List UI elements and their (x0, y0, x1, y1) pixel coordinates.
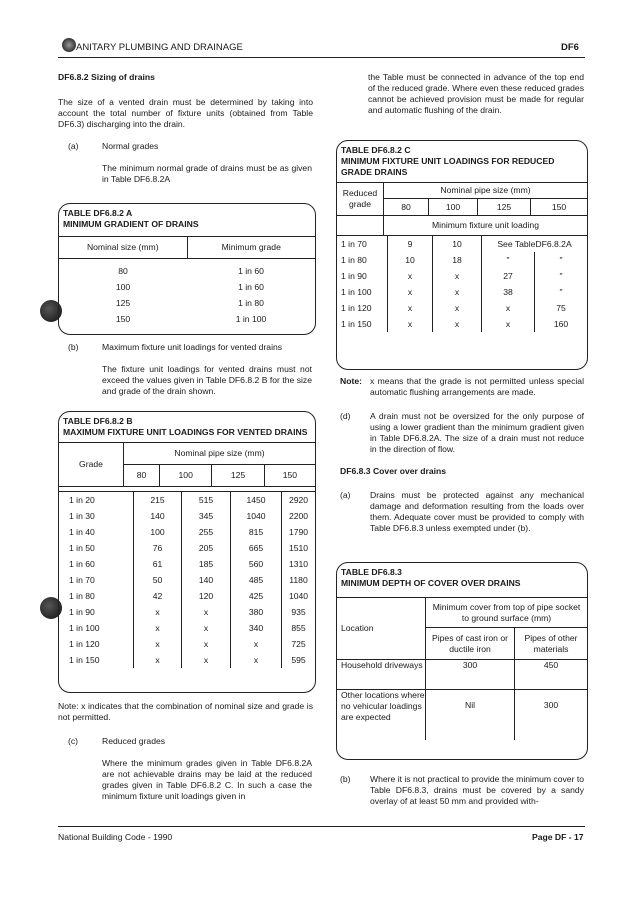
table-row (337, 268, 587, 284)
table-row: 125 1 in 80 (115, 297, 264, 308)
table-row (337, 300, 587, 316)
table-cell: x (433, 268, 482, 284)
table-cell: 725 (282, 636, 316, 652)
table-cell: 120 (182, 588, 231, 604)
table-cell: 1 in 70 (341, 238, 367, 249)
column-header: Minimum fixture unit loading (384, 216, 588, 236)
table-cell: 595 (282, 652, 316, 668)
table-cell: x (482, 300, 535, 316)
table-row (59, 620, 315, 636)
paragraph: Drains must be protected against any mechanical damage and deformation resulting from the loads over them. Adequate cover must be provided to comply with Table DF6.8.3 unless exempted under (b). (370, 490, 584, 533)
table-title: TABLE DF6.8.2 C (341, 145, 411, 155)
footer-rule (58, 826, 585, 827)
table-cell: 1 in 50 (69, 542, 95, 553)
table-cell: 1 in 150 (341, 318, 372, 329)
paragraph: Where it is not practical to provide the minimum cover to Table DF6.8.3, drains must be covered by a sandy overlay of at least 50 mm and provided with- (370, 774, 584, 806)
table-cell: x (182, 604, 231, 620)
table-cell: x (134, 604, 182, 620)
table-row (59, 508, 315, 524)
table-title: TABLE DF6.8.2 A (63, 208, 133, 218)
logo-icon (62, 38, 76, 52)
table-cell: " (535, 252, 588, 268)
paragraph: The size of a vented drain must be determined by taking into account the total number of fixture units (obtained from Table DF6.3) discharging into the drain. (58, 97, 313, 129)
table-cell: See TableDF6.8.2A (482, 236, 588, 252)
table-cell: 1510 (282, 540, 316, 556)
table-cell: 1 in 80 (341, 254, 367, 265)
table-row: 80 1 in 60 (118, 265, 264, 276)
table-cell: 9 (388, 236, 433, 252)
table-cell: " (535, 284, 588, 300)
table-df6-8-2b (58, 411, 316, 693)
table-subtitle: MINIMUM FIXTURE UNIT LOADINGS FOR REDUCED GRADE DRAINS (341, 156, 555, 177)
table-cell: 1790 (282, 524, 316, 540)
table-cell: x (134, 652, 182, 668)
table-cell: x (182, 652, 231, 668)
table-cell: 1450 (231, 492, 282, 508)
table-cell: 1 in 100 (69, 622, 100, 633)
paragraph: Where the minimum grades given in Table DF6.8.2A are not achievable drains may be laid at the reduced grades given in Table DF6.8.2 C. In such a case the minimum fixture unit loadings given in (102, 758, 312, 801)
table-row (59, 636, 315, 652)
table-cell: 1 in 120 (69, 638, 100, 649)
header-title: ANITARY PLUMBING AND DRAINAGE (76, 42, 243, 53)
table-cell: x (231, 652, 282, 668)
table-cell: 1 in 60 (69, 558, 95, 569)
item-label: (a) (340, 490, 351, 500)
table-cell: 215 (134, 492, 182, 508)
column-header: Pipes of cast iron or ductile iron (426, 628, 515, 660)
table-cell: x (433, 284, 482, 300)
table-cell: 855 (282, 620, 316, 636)
table-row (337, 252, 587, 268)
table-cell: 38 (482, 284, 535, 300)
table-row (59, 652, 315, 668)
table-row (59, 604, 315, 620)
table-cell: 935 (282, 604, 316, 620)
table-cell: x (182, 620, 231, 636)
table-cell: 515 (182, 492, 231, 508)
column-header: 150 (531, 199, 588, 216)
table-cell: x (388, 316, 433, 332)
table-title: TABLE DF6.8.3 (341, 567, 402, 577)
column-header: 125 (478, 199, 531, 216)
note: Note: x indicates that the combination of nominal size and grade is not permitted. (58, 701, 313, 722)
column-header: Nominal pipe size (mm) (124, 443, 316, 465)
column-header: Nominal size (mm) (86, 242, 159, 252)
table-cell: 205 (182, 540, 231, 556)
footer-left: National Building Code - 1990 (58, 832, 173, 842)
table-cell: 340 (231, 620, 282, 636)
item-text: Normal grades (102, 141, 159, 151)
table-row (59, 572, 315, 588)
table-cell: 380 (231, 604, 282, 620)
table-cell: 18 (433, 252, 482, 268)
note: x means that the grade is not permitted unless special automatic flushing arrangements are made. (370, 376, 584, 397)
table-df6-8-3 (336, 562, 588, 760)
table-cell: 61 (134, 556, 182, 572)
table-cell: 255 (182, 524, 231, 540)
column-header: 80 (384, 199, 429, 216)
paragraph: The minimum normal grade of drains must be as given in Table DF6.8.2A (102, 163, 312, 184)
table-row (59, 588, 315, 604)
table-cell: 42 (134, 588, 182, 604)
item-text: Reduced grades (102, 736, 166, 746)
table-cell: 2920 (282, 492, 316, 508)
table-cell: 1040 (231, 508, 282, 524)
table-cell: 50 (134, 572, 182, 588)
table-cell: 665 (231, 540, 282, 556)
table-cell: 425 (231, 588, 282, 604)
column-header: 150 (264, 465, 315, 487)
table-subtitle: MINIMUM GRADIENT OF DRAINS (63, 219, 199, 229)
table-cell: 185 (182, 556, 231, 572)
table-cell: 485 (231, 572, 282, 588)
column-header: 125 (212, 465, 264, 487)
table-cell: 1 in 90 (341, 270, 367, 281)
table-cell: 1 in 100 (341, 286, 372, 297)
table-cell: " (535, 268, 588, 284)
footer-page: Page DF - 17 (532, 832, 584, 842)
item-label: (a) (68, 141, 79, 151)
table-cell: 160 (535, 316, 588, 332)
header-rule (58, 57, 585, 58)
table-cell: 10 (388, 252, 433, 268)
table-row: Household driveways 300 450 (337, 660, 587, 690)
table-row (59, 556, 315, 572)
table-cell: 100 (134, 524, 182, 540)
table-cell: x (433, 316, 482, 332)
table-cell: 75 (535, 300, 588, 316)
item-label: (b) (340, 774, 351, 784)
table-cell: 1310 (282, 556, 316, 572)
section-heading-682: DF6.8.2 Sizing of drains (58, 72, 155, 82)
table-cell: 345 (182, 508, 231, 524)
table-cell: 1 in 70 (69, 574, 95, 585)
paragraph: The fixture unit loadings for vented drains must not exceed the values given in Table DF6.8.2 B for the size and grade of the drain shown. (102, 364, 312, 396)
paragraph: the Table must be connected in advance of the top end of the reduced grade. Where even these reduced grades cannot be achieved provision must be made for regular and automatic flushing of the drain. (368, 72, 584, 115)
table-subtitle: MINIMUM DEPTH OF COVER OVER DRAINS (341, 578, 521, 588)
column-header: 100 (429, 199, 478, 216)
table-df6-8-2a (58, 203, 316, 335)
table-cell: x (482, 316, 535, 332)
table-cell: 1040 (282, 588, 316, 604)
table-cell: x (134, 636, 182, 652)
item-label: (d) (340, 411, 351, 421)
table-cell: 1 in 30 (69, 510, 95, 521)
section-heading-683: DF6.8.3 Cover over drains (340, 466, 447, 476)
item-text: Maximum fixture unit loadings for vented drains (102, 342, 283, 352)
table-cell: x (388, 268, 433, 284)
table-row: Other locations where no vehicular loadings are expected Nil 300 (337, 690, 587, 740)
table-cell: 10 (433, 236, 482, 252)
table-cell: " (482, 252, 535, 268)
column-header: 100 (160, 465, 212, 487)
table-row (337, 236, 587, 252)
item-label: (b) (68, 342, 79, 352)
note-label: Note: (340, 376, 362, 386)
column-header: Reduced grade (337, 183, 384, 216)
item-label: (c) (68, 736, 79, 746)
table-row: 100 1 in 60 (115, 281, 264, 292)
table-df6-8-2c (336, 140, 588, 370)
table-cell: x (388, 300, 433, 316)
table-cell: 560 (231, 556, 282, 572)
table-row (337, 284, 587, 300)
column-header: Location (337, 598, 426, 660)
table-title: TABLE DF6.8.2 B (63, 416, 133, 426)
header-code: DF6 (561, 42, 579, 53)
table-cell: 27 (482, 268, 535, 284)
column-header: 80 (124, 465, 160, 487)
table-cell: 1 in 80 (69, 590, 95, 601)
table-cell: 2200 (282, 508, 316, 524)
table-cell: 1 in 150 (69, 654, 100, 665)
table-cell: 76 (134, 540, 182, 556)
table-cell: x (388, 284, 433, 300)
table-subtitle: MAXIMUM FIXTURE UNIT LOADINGS FOR VENTED DRAINS (63, 427, 308, 437)
table-cell: 815 (231, 524, 282, 540)
column-header: Minimum cover from top of pipe socket to ground surface (mm) (426, 598, 588, 628)
table-cell: x (134, 620, 182, 636)
paragraph: A drain must not be oversized for the only purpose of using a lower gradient than the minimum gradient given in Table DF6.8.2A. The size of a drain must not reduce in the direction of flow. (370, 411, 584, 454)
table-row (59, 540, 315, 556)
table-cell: 1 in 20 (69, 494, 95, 505)
column-header: Nominal pipe size (mm) (384, 183, 588, 199)
table-cell: 1180 (282, 572, 316, 588)
table-row (59, 492, 315, 508)
table-cell: 140 (182, 572, 231, 588)
table-cell: 1 in 40 (69, 526, 95, 537)
column-header: Pipes of other materials (515, 628, 588, 660)
table-cell: x (182, 636, 231, 652)
table-cell: x (433, 300, 482, 316)
table-cell: 140 (134, 508, 182, 524)
table-cell: x (231, 636, 282, 652)
table-row: 150 1 in 100 (115, 313, 267, 324)
table-cell: 1 in 120 (341, 302, 372, 313)
table-cell: 1 in 90 (69, 606, 95, 617)
column-header: Minimum grade (187, 237, 315, 259)
table-row (337, 316, 587, 332)
column-header: Grade (59, 443, 124, 487)
table-row (59, 524, 315, 540)
